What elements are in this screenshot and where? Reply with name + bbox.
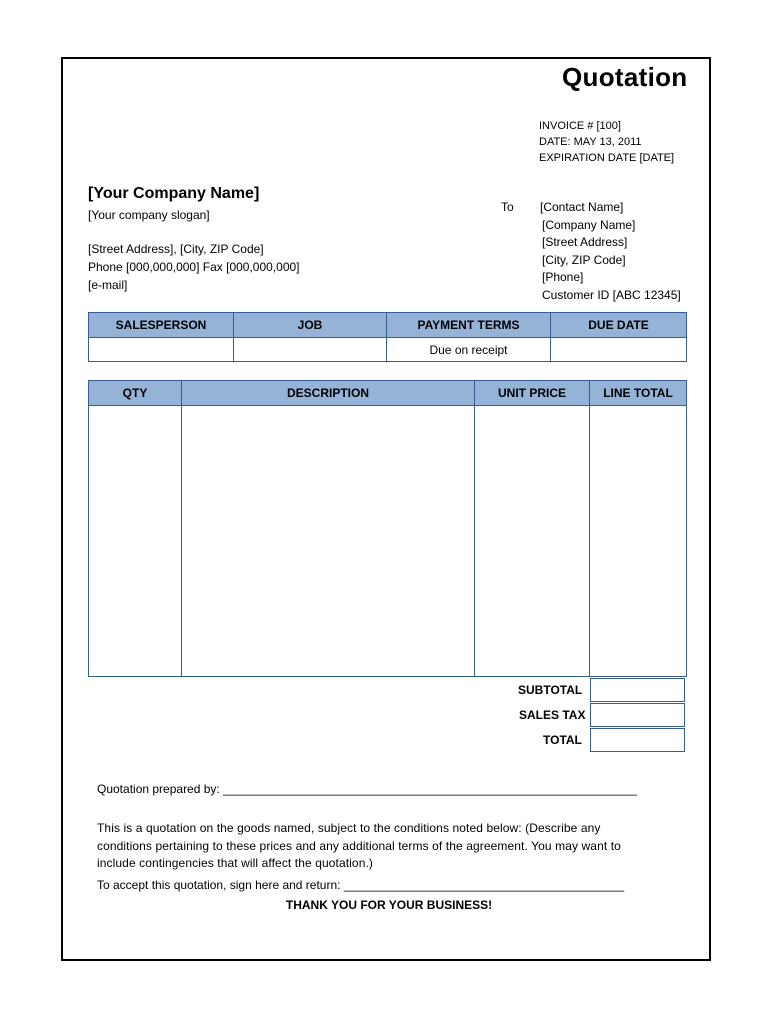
payment-terms-header: PAYMENT TERMS [387, 313, 551, 338]
company-phone-fax: Phone [000,000,000] Fax [000,000,000] [88, 260, 300, 274]
table-row [89, 338, 687, 362]
payment-terms-cell[interactable]: Due on receipt [387, 338, 551, 362]
accept-signature-line: To accept this quotation, sign here and return: __________________________________________ [97, 878, 625, 892]
recipient-phone: [Phone] [542, 270, 584, 284]
terms-line-2: conditions pertaining to these prices and any additional terms of the agreement. You may want to [97, 838, 621, 853]
job-cell[interactable] [234, 338, 387, 362]
recipient-city-zip: [City, ZIP Code] [542, 252, 626, 267]
description-cell[interactable] [182, 406, 475, 677]
due-date-header: DUE DATE [551, 313, 687, 338]
recipient-customer-id: Customer ID [ABC 12345] [542, 287, 681, 302]
qty-cell[interactable] [89, 406, 182, 677]
salesperson-cell[interactable] [89, 338, 234, 362]
thank-you-message: THANK YOU FOR YOUR BUSINESS! [285, 898, 493, 912]
total-label: TOTAL [543, 733, 582, 747]
recipient-street: [Street Address] [542, 235, 628, 249]
prepared-by-line: Quotation prepared by: ______________________________________________________________ [97, 782, 637, 796]
sales-info-table [88, 312, 687, 362]
document-title: Quotation [562, 62, 688, 92]
line-items-table [88, 380, 687, 677]
due-date-cell[interactable] [551, 338, 687, 362]
subtotal-label: SUBTOTAL [518, 683, 583, 697]
unit-price-cell[interactable] [475, 406, 590, 677]
terms-line-1: This is a quotation on the goods named, subject to the conditions noted below: (Describe any [97, 821, 601, 835]
sales-info-header-row [89, 313, 687, 338]
company-slogan: [Your company slogan] [88, 208, 210, 222]
total-value[interactable] [590, 728, 685, 752]
recipient-block [540, 199, 681, 304]
company-name: [Your Company Name] [88, 185, 260, 202]
sales-tax-label: SALES TAX [519, 708, 586, 722]
terms-paragraph [97, 820, 687, 873]
recipient-contact: [Contact Name] [540, 200, 624, 214]
recipient-company: [Company Name] [542, 217, 636, 232]
description-header: DESCRIPTION [182, 381, 475, 406]
line-items-header-row [89, 381, 687, 406]
job-header: JOB [234, 313, 387, 338]
invoice-number: INVOICE # [100] [539, 120, 621, 132]
company-email: [e-mail] [88, 278, 128, 292]
sales-tax-value[interactable] [590, 703, 685, 727]
line-total-header: LINE TOTAL [590, 381, 687, 406]
quote-date: DATE: MAY 13, 2011 [539, 136, 642, 148]
subtotal-value[interactable] [590, 678, 685, 702]
company-address: [Street Address], [City, ZIP Code] [88, 242, 264, 256]
expiration-date: EXPIRATION DATE [DATE] [539, 152, 675, 164]
qty-header: QTY [89, 381, 182, 406]
table-row [89, 406, 687, 677]
line-total-cell[interactable] [590, 406, 687, 677]
to-label: To [501, 200, 514, 214]
unit-price-header: UNIT PRICE [475, 381, 590, 406]
salesperson-header: SALESPERSON [89, 313, 234, 338]
terms-line-3: include contingencies that will affect the quotation.) [97, 856, 374, 870]
